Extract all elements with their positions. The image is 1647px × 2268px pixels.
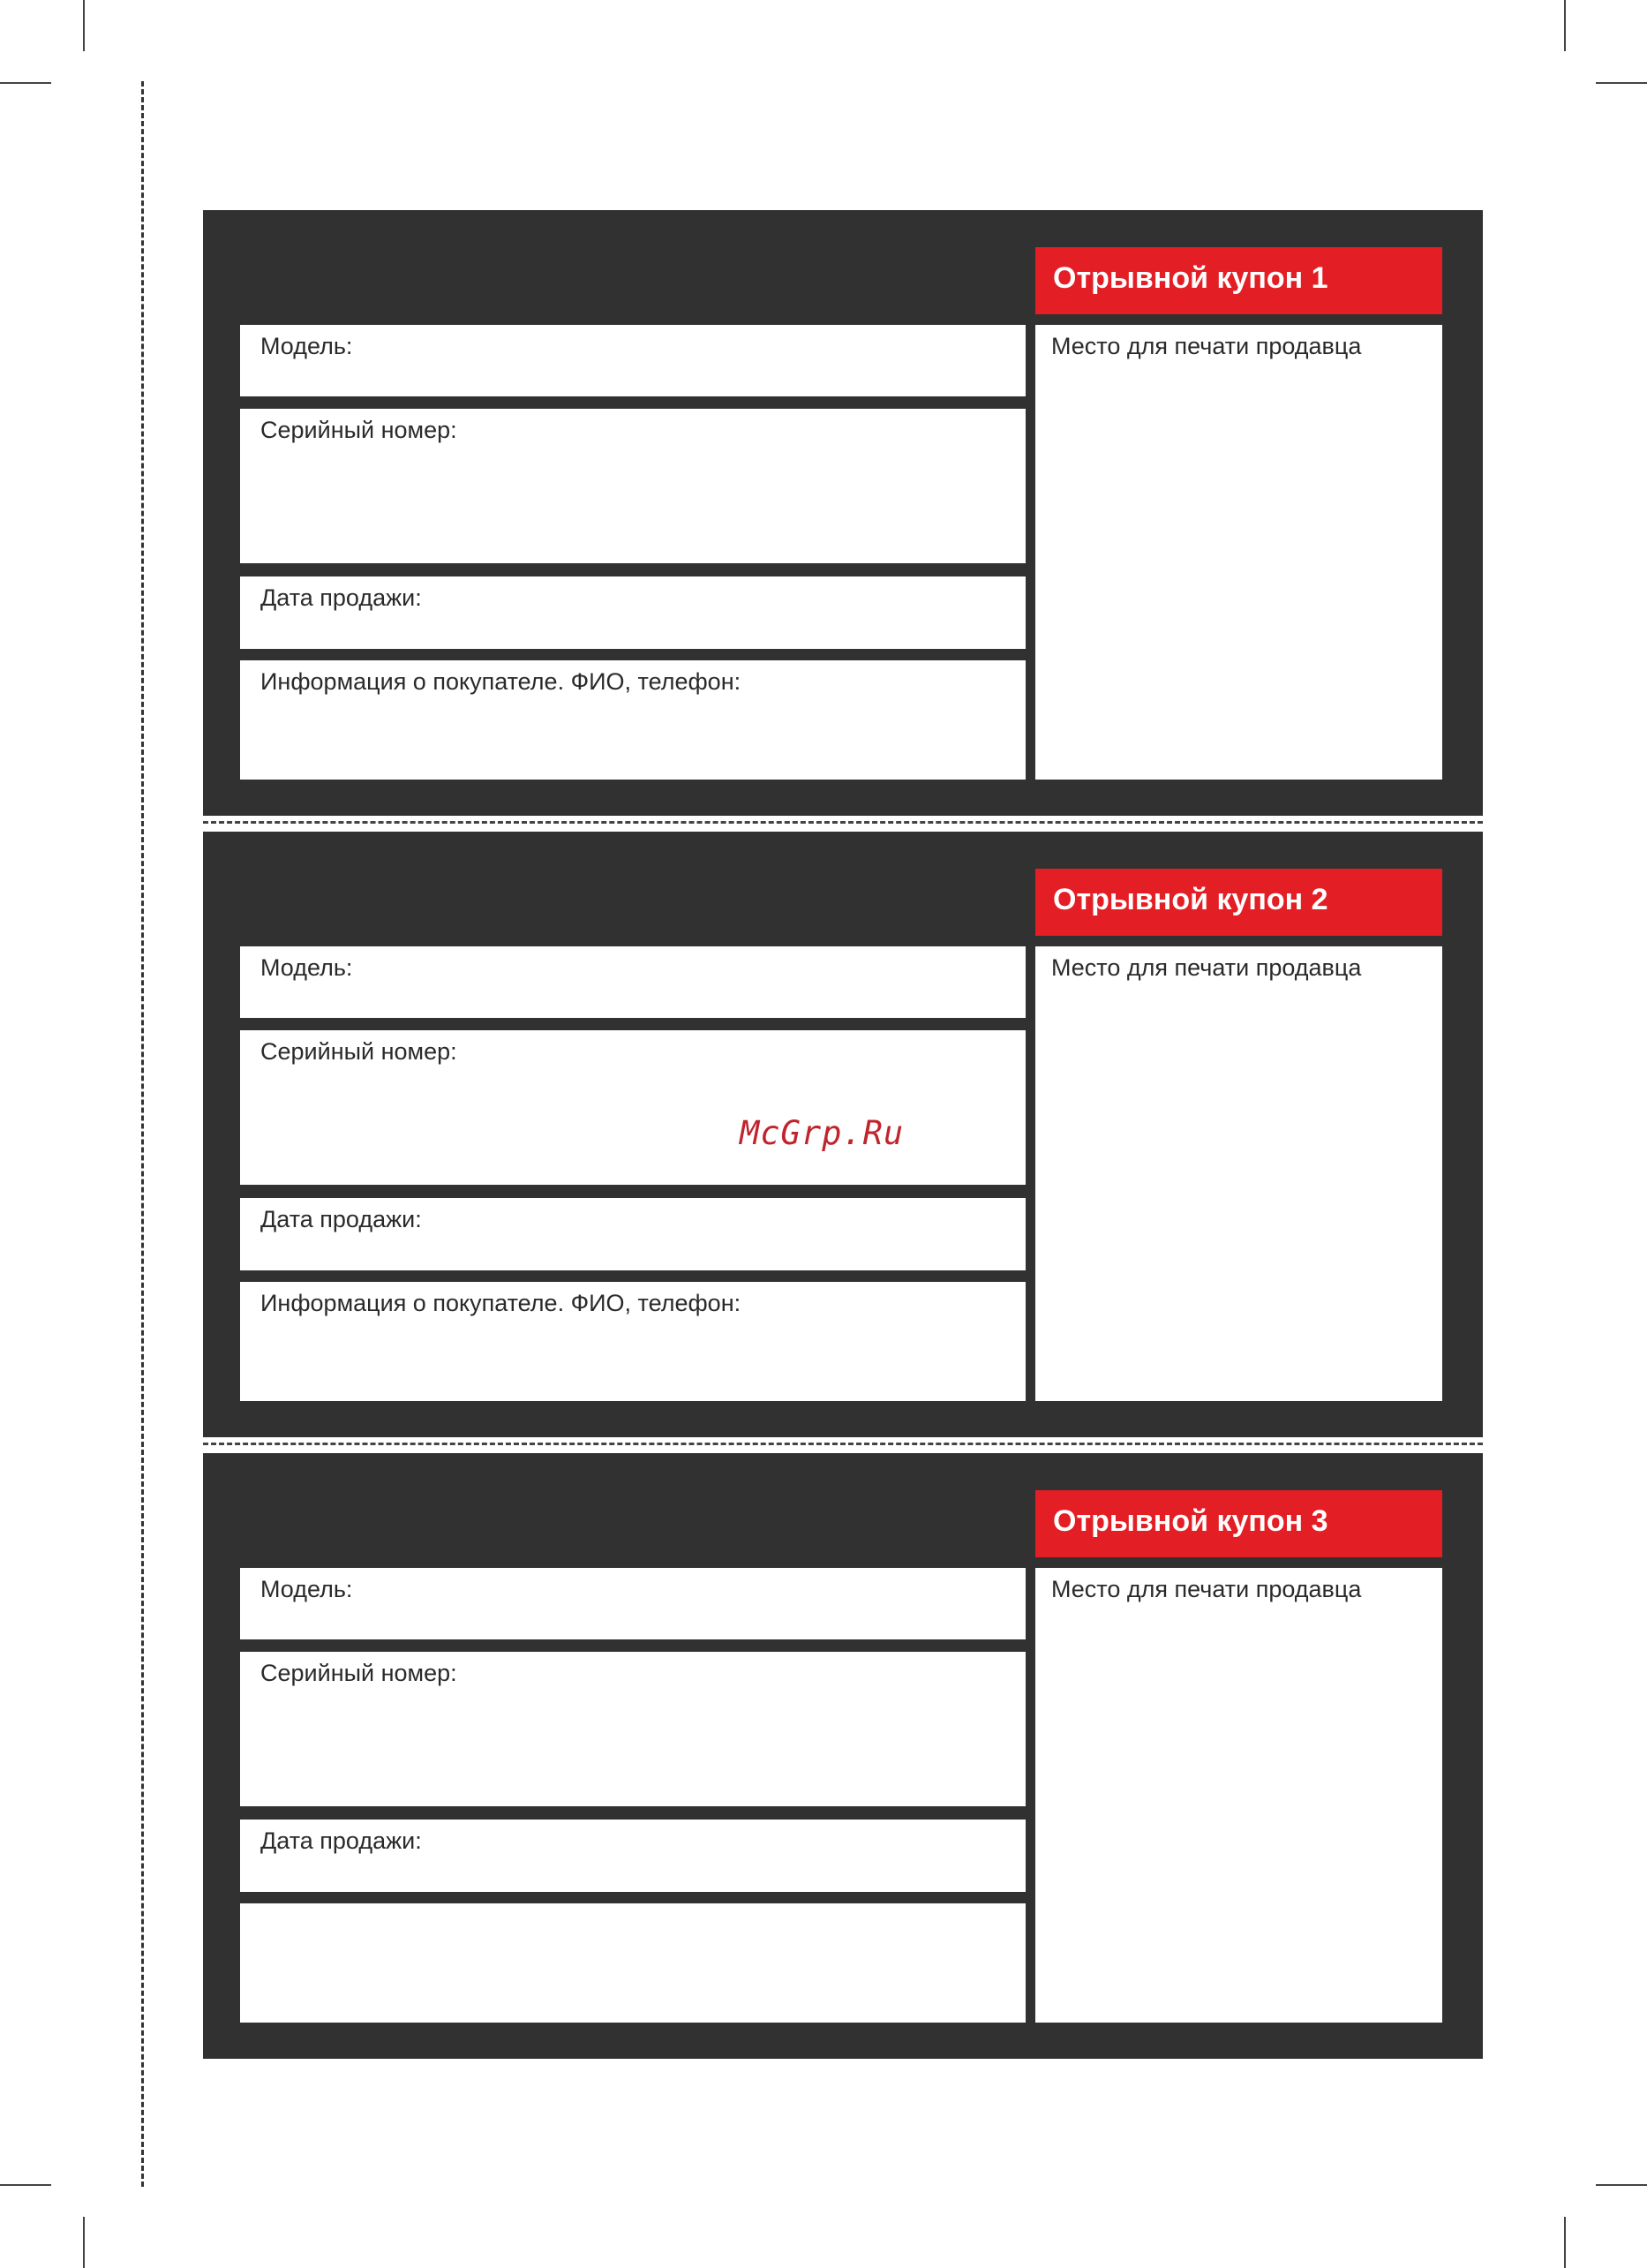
crop-mark-top-right-h xyxy=(1596,82,1647,84)
crop-mark-top-right xyxy=(1564,0,1566,51)
fold-line xyxy=(141,81,144,2187)
model-field: Модель: xyxy=(240,325,1026,396)
crop-mark-bottom-left xyxy=(83,2217,85,2268)
sale-date-field: Дата продажи: xyxy=(240,1820,1026,1892)
crop-mark-bottom-right-h xyxy=(1596,2184,1647,2186)
cut-line-1 xyxy=(203,821,1483,824)
seller-stamp-area: Место для печати продавца xyxy=(1035,1568,1442,2023)
coupon-1 xyxy=(203,210,1483,816)
model-field: Модель: xyxy=(240,1568,1026,1639)
buyer-info-field xyxy=(240,1903,1026,2023)
coupon-title: Отрывной купон 3 xyxy=(1035,1490,1442,1557)
serial-number-field: Серийный номер: xyxy=(240,409,1026,563)
buyer-info-field: Информация о покупателе. ФИО, телефон: xyxy=(240,1282,1026,1401)
seller-stamp-area: Место для печати продавца xyxy=(1035,325,1442,780)
coupon-title: Отрывной купон 1 xyxy=(1035,247,1442,314)
seller-stamp-area: Место для печати продавца xyxy=(1035,946,1442,1401)
sale-date-field: Дата продажи: xyxy=(240,576,1026,649)
crop-mark-top-left-h xyxy=(0,82,51,84)
serial-number-field: Серийный номер: xyxy=(240,1030,1026,1185)
sale-date-field: Дата продажи: xyxy=(240,1198,1026,1270)
cut-line-2 xyxy=(203,1443,1483,1445)
watermark: McGrp.Ru xyxy=(740,1114,905,1152)
crop-mark-bottom-right xyxy=(1564,2217,1566,2268)
buyer-info-field: Информация о покупателе. ФИО, телефон: xyxy=(240,660,1026,780)
model-field: Модель: xyxy=(240,946,1026,1018)
crop-mark-bottom-left-h xyxy=(0,2184,51,2186)
crop-mark-top-left xyxy=(83,0,85,51)
coupon-title: Отрывной купон 2 xyxy=(1035,869,1442,936)
coupon-3 xyxy=(203,1453,1483,2059)
serial-number-field: Серийный номер: xyxy=(240,1652,1026,1806)
